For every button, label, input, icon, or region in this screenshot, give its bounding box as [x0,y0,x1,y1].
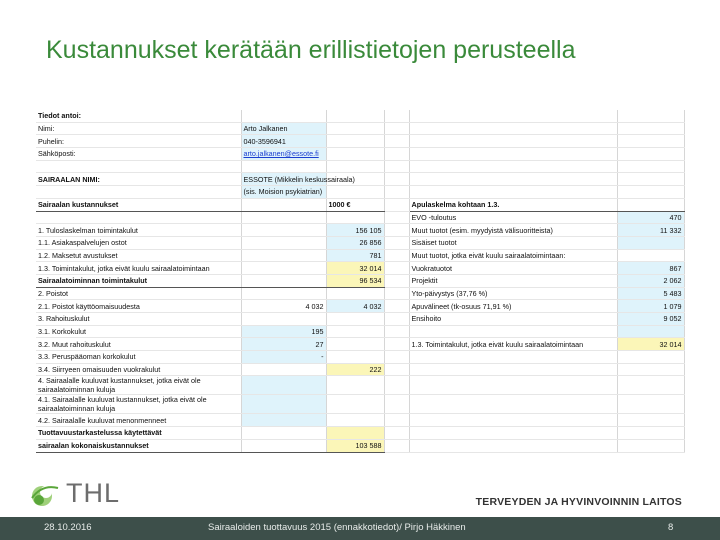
table-row [36,110,684,122]
table-cell [617,439,684,452]
table-cell [241,236,326,249]
table-cell: 103 588 [326,439,384,452]
table-cell: 195 [241,325,326,338]
table-cell [409,427,617,440]
table-cell: 1 079 [617,300,684,313]
table-cell: 156 105 [326,224,384,237]
table-cell [409,351,617,364]
table-cell [409,376,617,395]
table-cell [409,325,617,338]
table-cell [326,427,384,440]
table-cell: 1. Tuloslaskelman toimintakulut [36,224,241,237]
slide-title: Kustannukset kerätään erillistietojen perusteella [46,36,576,64]
table-cell [617,198,684,211]
table-cell [384,262,409,275]
table-cell: 4. Sairaalalle kuuluvat kustannukset, jotka eivät ole sairaalatoiminnan kuluja [36,376,241,395]
table-cell [326,313,384,326]
table-cell [384,160,409,173]
table-cell [384,274,409,287]
table-cell: 32 014 [326,262,384,275]
table-cell: 1.1. Asiakaspalvelujen ostot [36,236,241,249]
table-cell [326,211,384,224]
table-cell [241,287,326,300]
table-cell [617,376,684,395]
table-cell: Muut tuotot, jotka eivät kuulu sairaalatoimintaan: [409,249,617,262]
table-cell [409,110,617,122]
table-cell [241,198,326,211]
table-cell: ESSOTE (Mikkelin keskussairaala) [241,173,326,186]
table-cell [384,287,409,300]
table-cell: Projektit [409,274,617,287]
table-row [36,224,684,237]
table-row [36,395,684,414]
table-cell: Sähköposti: [36,148,241,161]
table-cell [384,135,409,148]
table-cell [384,186,409,199]
thl-logo-text: THL [66,478,121,508]
table-cell [384,198,409,211]
table-cell: Apuvälineet (tk-osuus 71,91 %) [409,300,617,313]
table-cell [384,363,409,376]
table-cell: 2.1. Poistot käyttöomaisuudesta [36,300,241,313]
table-cell [617,122,684,135]
table-cell [384,110,409,122]
table-cell: Nimi: [36,122,241,135]
table-cell [36,186,241,199]
table-cell: 4 032 [241,300,326,313]
table-cell: 1.3. Toimintakulut, jotka eivät kuulu sairaalatoimintaan [409,338,617,351]
table-cell [241,160,326,173]
table-cell [241,313,326,326]
table-cell [617,110,684,122]
table-row [36,211,684,224]
table-cell: 4.2. Sairaalalle kuuluvat menonmenneet [36,414,241,427]
table-row [36,376,684,395]
table-cell: 867 [617,262,684,275]
table-row [36,249,684,262]
table-cell: Sairaalan kustannukset [36,198,241,211]
table-row [36,160,684,173]
table-row [36,313,684,326]
table-row [36,186,684,199]
table-cell [384,325,409,338]
table-row [36,427,684,440]
table-cell: Sairaalatoiminnan toimintakulut [36,274,241,287]
table-cell [384,122,409,135]
table-cell [617,427,684,440]
table-cell [36,211,241,224]
table-cell [241,439,326,452]
table-row [36,262,684,275]
table-cell [326,148,384,161]
table-cell: Tiedot antoi: [36,110,241,122]
table-cell [241,249,326,262]
table-row [36,173,684,186]
table-cell [384,439,409,452]
table-cell: 32 014 [617,338,684,351]
table-cell: 9 052 [617,313,684,326]
table-row [36,122,684,135]
table-cell [384,414,409,427]
table-cell [617,395,684,414]
table-cell: (sis. Moision psykiatrian) [241,186,326,199]
table-cell: 3.4. Siirryeen omaisuuden vuokrakulut [36,363,241,376]
table-cell: 222 [326,363,384,376]
table-cell [409,148,617,161]
table-cell: 96 534 [326,274,384,287]
table-cell [326,395,384,414]
table-cell [326,351,384,364]
table-cell [326,186,384,199]
table-cell [617,186,684,199]
table-cell [617,351,684,364]
footer-bar [0,517,720,540]
table-cell [384,249,409,262]
table-cell [241,363,326,376]
table-row [36,439,684,452]
table-cell [241,427,326,440]
footer-page-number: 8 [668,522,674,533]
table-cell [326,325,384,338]
table-cell: 470 [617,211,684,224]
table-cell [409,186,617,199]
table-cell [241,262,326,275]
table-cell [409,363,617,376]
table-cell [617,173,684,186]
table-cell [326,135,384,148]
table-cell [326,160,384,173]
table-cell [409,173,617,186]
table-cell: 781 [326,249,384,262]
table-cell: Puhelin: [36,135,241,148]
table-cell: 27 [241,338,326,351]
table-cell [326,122,384,135]
table-cell [384,395,409,414]
table-row [36,148,684,161]
table-cell: 1000 € [326,198,384,211]
table-cell [326,287,384,300]
table-cell [384,173,409,186]
table-cell: Muut tuotot (esim. myydyistä välisuoritteista) [409,224,617,237]
table-cell [617,249,684,262]
table-cell [384,376,409,395]
footer-date: 28.10.2016 [44,522,92,533]
table-row [36,274,684,287]
table-row [36,135,684,148]
table-cell [241,110,326,122]
table-cell: 2. Poistot [36,287,241,300]
table-row [36,236,684,249]
table-cell [617,414,684,427]
table-cell [617,236,684,249]
table-row [36,363,684,376]
table-cell [617,363,684,376]
table-cell [384,211,409,224]
table-row [36,287,684,300]
table-cell [617,160,684,173]
table-cell [617,325,684,338]
table-cell [384,338,409,351]
table-cell [241,395,326,414]
table-cell [384,313,409,326]
table-cell [409,414,617,427]
table-cell [326,414,384,427]
table-cell: - [241,351,326,364]
cost-table-body [36,110,684,452]
table-cell: Tuottavuustarkastelussa käytettävät [36,427,241,440]
table-cell [241,211,326,224]
spreadsheet-image [36,110,684,475]
table-cell: 4 032 [326,300,384,313]
table-cell: 11 332 [617,224,684,237]
table-cell: arto.jalkanen@essote.fi [241,148,326,161]
table-cell: 3.1. Korkokulut [36,325,241,338]
footer-presentation-title: Sairaaloiden tuottavuus 2015 (ennakkotiedot)/ Pirjo Häkkinen [208,522,466,533]
table-cell [617,148,684,161]
table-row [36,300,684,313]
table-cell [241,414,326,427]
table-cell [409,122,617,135]
table-cell: SAIRAALAN NIMI: [36,173,241,186]
table-cell [384,300,409,313]
table-cell: 4.1. Sairaalalle kuuluvat kustannukset, jotka eivät ole sairaalatoiminnan kuluja [36,395,241,414]
cost-table [36,110,685,453]
table-cell [36,160,241,173]
table-cell: 26 856 [326,236,384,249]
table-cell: Vuokratuotot [409,262,617,275]
table-row [36,338,684,351]
table-cell [409,439,617,452]
table-cell [409,135,617,148]
table-cell [326,338,384,351]
table-cell: Ensihoito [409,313,617,326]
table-cell [326,376,384,395]
table-cell: 3.3. Peruspääoman korkokulut [36,351,241,364]
table-cell: 5 483 [617,287,684,300]
table-cell [326,110,384,122]
table-cell [241,274,326,287]
table-cell [617,135,684,148]
table-row [36,351,684,364]
table-row [36,198,684,211]
table-cell: EVO -tuloutus [409,211,617,224]
thl-logo-icon [28,478,68,512]
table-cell: sairaalan kokonaiskustannukset [36,439,241,452]
table-cell: 1.2. Maksetut avustukset [36,249,241,262]
table-cell: Apulaskelma kohtaan 1.3. [409,198,617,211]
table-cell [241,376,326,395]
table-cell: 3. Rahoituskulut [36,313,241,326]
table-cell: Arto Jalkanen [241,122,326,135]
table-cell [241,224,326,237]
table-cell: 3.2. Muut rahoituskulut [36,338,241,351]
table-cell [384,351,409,364]
table-row [36,414,684,427]
table-cell [384,148,409,161]
table-cell [384,427,409,440]
table-cell [409,395,617,414]
table-cell: 1.3. Toimintakulut, jotka eivät kuulu sairaalatoimintaan [36,262,241,275]
table-cell [384,224,409,237]
table-row [36,325,684,338]
table-cell [384,236,409,249]
table-cell [409,160,617,173]
table-cell: Sisäiset tuotot [409,236,617,249]
organization-name: TERVEYDEN JA HYVINVOINNIN LAITOS [475,496,682,508]
table-cell: 2 062 [617,274,684,287]
table-cell: Yto-päivystys (37,76 %) [409,287,617,300]
table-cell: 040-3596941 [241,135,326,148]
